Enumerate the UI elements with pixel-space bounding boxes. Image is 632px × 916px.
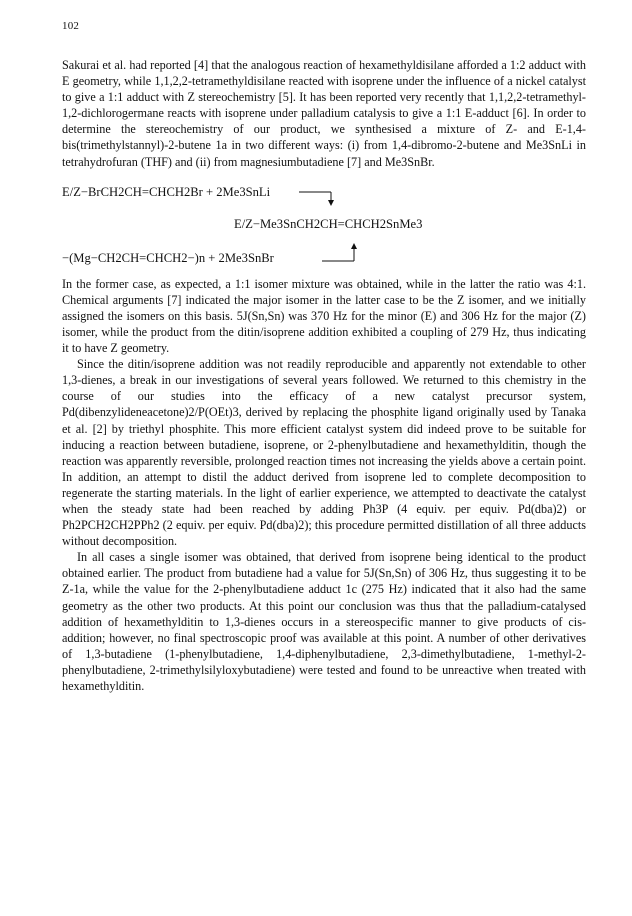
paragraph-isomer-ratio: In the former case, as expected, a 1:1 isomer mixture was obtained, while in the latter the ratio was 4:1. Chemical arguments [7] indicated the major isomer in the latter case to be the Z isomer, and we initially assigned the isomers on this basis. 5J(Sn,Sn) was 370 Hz for the minor (E) and 306 Hz for the major (Z) isomer, while the product from the ditin/isoprene addition exhibited a coupling of 279 Hz, thus indicating it to have Z geometry. (62, 276, 586, 356)
scheme-product: E/Z−Me3SnCH2CH=CHCH2SnMe3 (234, 216, 423, 231)
scheme-arrow-down-icon (297, 189, 337, 209)
body-text (62, 57, 586, 694)
scheme-reactants-2: −(Mg−CH2CH=CHCH2−)n + 2Me3SnBr (62, 250, 274, 265)
scheme-arrow-up-icon (320, 240, 360, 266)
paragraph-conclusion: In all cases a single isomer was obtained, that derived from isoprene being identical to the product obtained earlier. The product from butadiene had a value for 5J(Sn,Sn) of 306 Hz, thus suggesting it to be Z-1a, while the value for the 2-phenylbutadiene adduct 1c (275 Hz) indicated that it also had the same geometry as the other two products. At this point our conclusion was thus that the palladium-catalysed addition of hexamethylditin to 1,3-dienes occurs in a stereospecific manner to give products of cis-addition; however, no final spectroscopic proof was available at this point. A number of other derivatives of 1,3-butadiene (1-phenylbutadiene, 1,4-diphenylbutadiene, 2,3-dimethylbutadiene, 1-methyl-2-phenylbutadiene, 2-trimethylsilyloxybutadiene) were tested and found to be unreactive when treated with hexamethylditin. (62, 550, 586, 693)
paragraph-catalyst: Since the ditin/isoprene addition was not readily reproducible and apparently not extendable to other 1,3-dienes, a break in our investigations of several years followed. We returned to this chemistry in the course of our studies into the efficacy of a new catalyst precursor system, Pd(dibenzylideneacetone)2/P(OEt)3, derived by replacing the phosphite ligand originally used by Tanaka et al. [2] by triethyl phosphite. This more efficient catalyst system did indeed prove to be suitable for inducing a reaction between butadiene, isoprene, or 2-phenylbutadiene and hexamethylditin, though the reaction was apparently reversible, prolonged reaction times not increasing the yields above a certain point. In addition, an attempt to distil the adduct derived from isoprene led to complete decomposition to regenerate the starting materials. In the light of earlier experience, we attempted to deactivate the catalyst when the steady state had been reached by adding Ph3P (4 equiv. per equiv. Pd(dba)2) or Ph2PCH2CH2PPh2 (2 equiv. per equiv. Pd(dba)2); this procedure permitted distillation of all three adducts without decomposition. (62, 357, 586, 549)
paragraph-intro: Sakurai et al. had reported [4] that the analogous reaction of hexamethyldisilane afforded a 1:2 adduct with E geometry, while 1,1,2,2-tetramethyldisilane reacted with isoprene under the influence of a nickel catalyst to give a 1:1 adduct with Z stereochemistry [5]. It has been reported very recently that 1,1,2,2-tetramethyl-1,2-dichlorogermane reacts with isoprene under palladium catalysis to give a 1:1 E-adduct [6]. In order to determine the stereochemistry of our product, we synthesised a mixture of Z- and E-1,4-bis(trimethylstannyl)-2-butene 1a in two different ways: (i) from 1,4-dibromo-2-butene and Me3SnLi in tetrahydrofuran (THF) and (ii) from magnesiumbutadiene [7] and Me3SnBr. (62, 58, 586, 169)
scheme-reactants-1: E/Z−BrCH2CH=CHCH2Br + 2Me3SnLi (62, 184, 271, 199)
page-number: 102 (62, 20, 80, 32)
reaction-scheme (62, 170, 586, 276)
